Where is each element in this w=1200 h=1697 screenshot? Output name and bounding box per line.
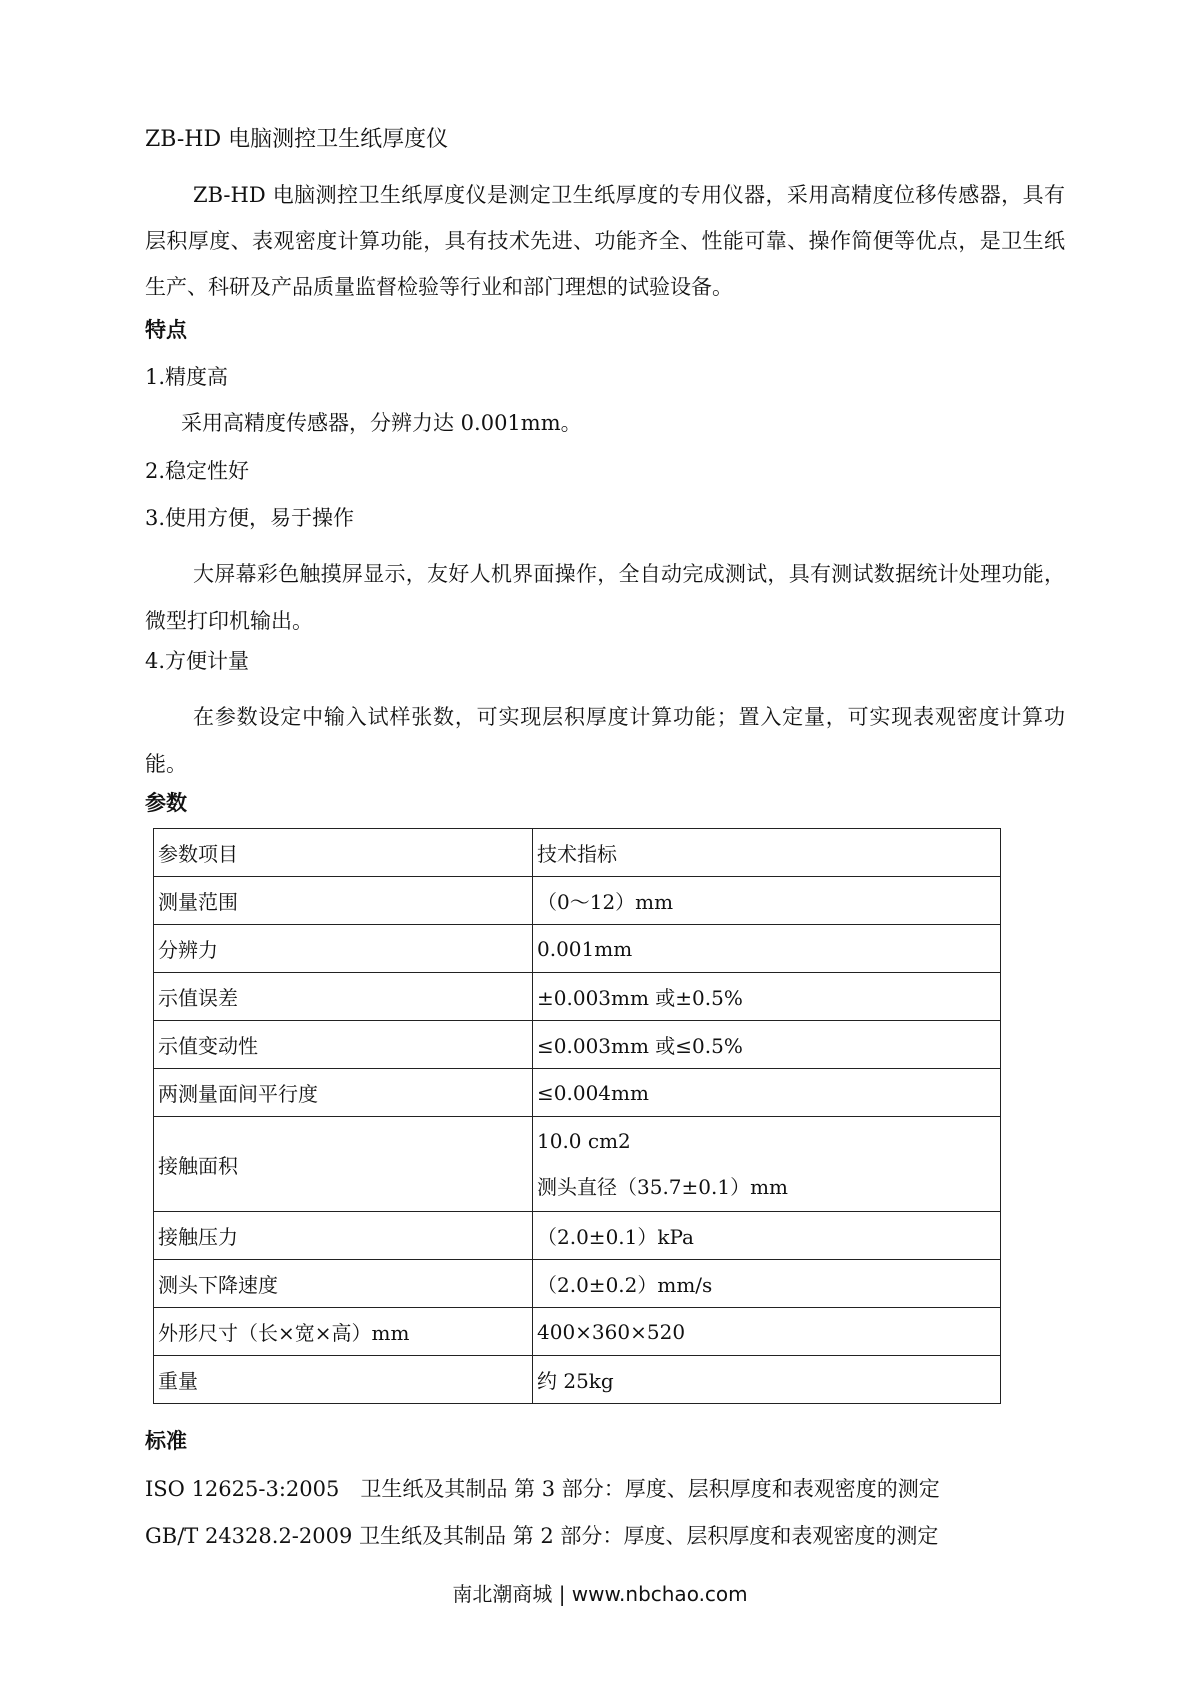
table-row	[154, 1021, 1001, 1069]
param-value: 400×360×520	[533, 1308, 1001, 1356]
table-header-cell: 参数项目	[154, 829, 533, 877]
footer-brand: 南北潮商城 | www.nbchao.com	[452, 1582, 748, 1606]
standard-item: ISO 12625-3:2005 卫生纸及其制品 第 3 部分：厚度、层积厚度和表观密度的测定	[145, 1477, 940, 1501]
table-row	[154, 1308, 1001, 1356]
param-value: （2.0±0.1）kPa	[533, 1212, 1001, 1260]
table-row	[154, 925, 1001, 973]
table-header-row	[154, 829, 1001, 877]
param-value-line: 测头直径（35.7±0.1）mm	[537, 1175, 789, 1199]
param-name: 测量范围	[154, 877, 533, 925]
table-row	[154, 1260, 1001, 1308]
table-row	[154, 877, 1001, 925]
param-name: 两测量面间平行度	[154, 1069, 533, 1117]
params-heading: 参数	[145, 791, 187, 815]
param-name: 示值变动性	[154, 1021, 533, 1069]
param-name: 测头下降速度	[154, 1260, 533, 1308]
param-value: 0.001mm	[533, 925, 1001, 973]
params-table	[153, 828, 1001, 1404]
doc-title: ZB-HD 电脑测控卫生纸厚度仪	[145, 127, 449, 152]
table-row	[154, 1069, 1001, 1117]
param-name: 示值误差	[154, 973, 533, 1021]
param-value: （0～12）mm	[533, 877, 1001, 925]
param-name: 接触面积	[154, 1117, 533, 1212]
param-value	[533, 1117, 1001, 1212]
intro-paragraph: ZB-HD 电脑测控卫生纸厚度仪是测定卫生纸厚度的专用仪器，采用高精度位移传感器，具有层积厚度、表观密度计算功能，具有技术先进、功能齐全、性能可靠、操作简便等优点，是卫生纸生产、科研及产品质量监督检验等行业和部门理想的试验设备。	[145, 183, 1065, 299]
param-name: 接触压力	[154, 1212, 533, 1260]
feature-1-desc: 采用高精度传感器，分辨力达 0.001mm。	[181, 411, 582, 435]
standard-item: GB/T 24328.2-2009 卫生纸及其制品 第 2 部分：厚度、层积厚度和表观密度的测定	[145, 1524, 939, 1548]
param-value: ±0.003mm 或±0.5%	[533, 973, 1001, 1021]
param-name: 重量	[154, 1356, 533, 1404]
table-row	[154, 973, 1001, 1021]
features-heading: 特点	[145, 318, 187, 342]
feature-3-desc: 大屏幕彩色触摸屏显示，友好人机界面操作，全自动完成测试，具有测试数据统计处理功能，微型打印机输出。	[145, 562, 1065, 633]
param-value: 约 25kg	[533, 1356, 1001, 1404]
param-value: （2.0±0.2）mm/s	[533, 1260, 1001, 1308]
table-row	[154, 1117, 1001, 1212]
feature-2: 2.稳定性好	[145, 459, 250, 483]
feature-4: 4.方便计量	[145, 649, 250, 673]
param-name: 外形尺寸（长×宽×高）mm	[154, 1308, 533, 1356]
table-row	[154, 1212, 1001, 1260]
feature-1: 1.精度高	[145, 365, 229, 389]
table-header-cell: 技术指标	[533, 829, 1001, 877]
table-row	[154, 1356, 1001, 1404]
standards-heading: 标准	[145, 1429, 187, 1453]
param-value-line: 10.0 cm2	[537, 1129, 631, 1153]
param-value: ≤0.004mm	[533, 1069, 1001, 1117]
param-value: ≤0.003mm 或≤0.5%	[533, 1021, 1001, 1069]
feature-3: 3.使用方便，易于操作	[145, 506, 355, 530]
param-name: 分辨力	[154, 925, 533, 973]
feature-4-desc: 在参数设定中输入试样张数，可实现层积厚度计算功能；置入定量，可实现表观密度计算功能。	[145, 705, 1065, 776]
